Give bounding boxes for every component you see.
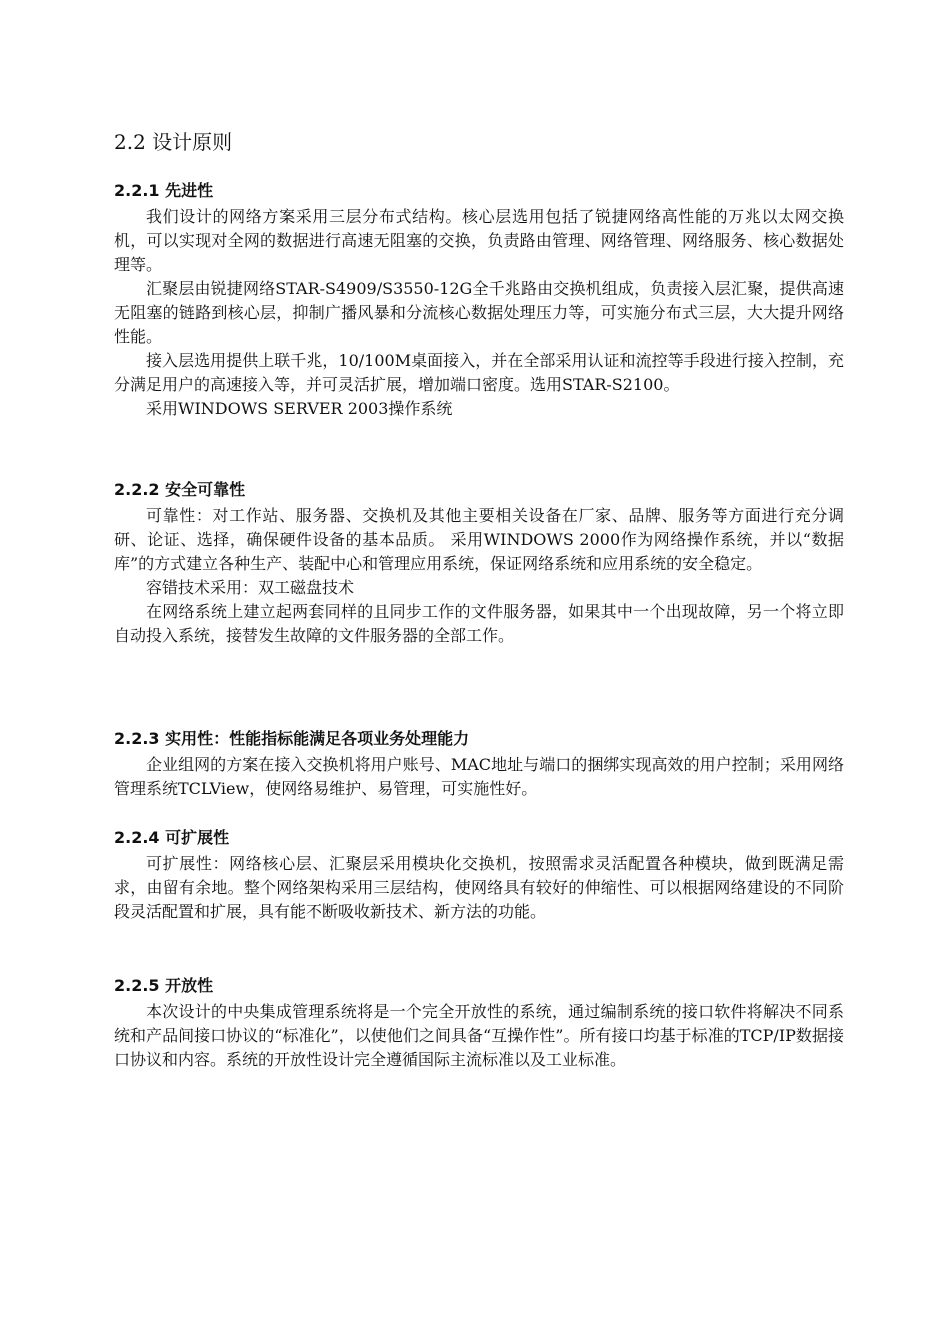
subsection-title: 2.2.5 开放性	[114, 976, 214, 995]
section-openness	[114, 974, 844, 1072]
paragraph: 可扩展性：网络核心层、汇聚层采用模块化交换机，按照需求灵活配置各种模块，做到既满足需求，由留有余地。整个网络架构采用三层结构，使网络具有较好的伸缩性、可以根据网络建设的不同阶段灵活配置和扩展，具有能不断吸收新技术、新方法的功能。	[114, 854, 844, 921]
paragraph: 汇聚层由锐捷网络STAR-S4909/S3550-12G全千兆路由交换机组成，负责接入层汇聚，提供高速无阻塞的链路到核心层，抑制广播风暴和分流核心数据处理压力等，可实施分布式三层，大大提升网络性能。	[114, 279, 844, 346]
section-practicality	[114, 727, 844, 801]
paragraph: 可靠性：对工作站、服务器、交换机及其他主要相关设备在厂家、品牌、服务等方面进行充分调研、论证、选择，确保硬件设备的基本品质。 采用WINDOWS 2000作为网络操作系统，并以“数据库”的方式建立各种生产、装配中心和管理应用系统，保证网络系统和应用系统的安全稳定。	[114, 506, 844, 573]
paragraph: 在网络系统上建立起两套同样的且同步工作的文件服务器，如果其中一个出现故障，另一个将立即自动投入系统，接替发生故障的文件服务器的全部工作。	[114, 602, 844, 645]
section-security-reliability	[114, 478, 844, 648]
paragraph: 企业组网的方案在接入交换机将用户账号、MAC地址与端口的捆绑实现高效的用户控制；采用网络管理系统TCLView，使网络易维护、易管理，可实施性好。	[114, 755, 844, 798]
subsection-title: 2.2.1 先进性	[114, 181, 214, 200]
section-advanced	[114, 179, 844, 421]
section-heading: 2.2 设计原则	[114, 130, 233, 154]
paragraph: 我们设计的网络方案采用三层分布式结构。核心层选用包括了锐捷网络高性能的万兆以太网交换机，可以实现对全网的数据进行高速无阻塞的交换，负责路由管理、网络管理、网络服务、核心数据处理等。	[114, 207, 844, 274]
paragraph: 接入层选用提供上联千兆，10/100M桌面接入，并在全部采用认证和流控等手段进行接入控制，充分满足用户的高速接入等，并可灵活扩展，增加端口密度。选用STAR-S2100。	[114, 351, 844, 394]
paragraph: 本次设计的中央集成管理系统将是一个完全开放性的系统，通过编制系统的接口软件将解决不同系统和产品间接口协议的“标准化”，以使他们之间具备“互操作性”。所有接口均基于标准的TCP/IP数据接口协议和内容。系统的开放性设计完全遵循国际主流标准以及工业标准。	[114, 1002, 844, 1069]
section-scalability	[114, 826, 844, 924]
paragraph: 采用WINDOWS SERVER 2003操作系统	[146, 399, 453, 418]
subsection-title: 2.2.4 可扩展性	[114, 828, 230, 847]
subsection-title: 2.2.2 安全可靠性	[114, 480, 246, 499]
paragraph: 容错技术采用：双工磁盘技术	[146, 578, 355, 597]
subsection-title: 2.2.3 实用性：性能指标能满足各项业务处理能力	[114, 729, 470, 748]
